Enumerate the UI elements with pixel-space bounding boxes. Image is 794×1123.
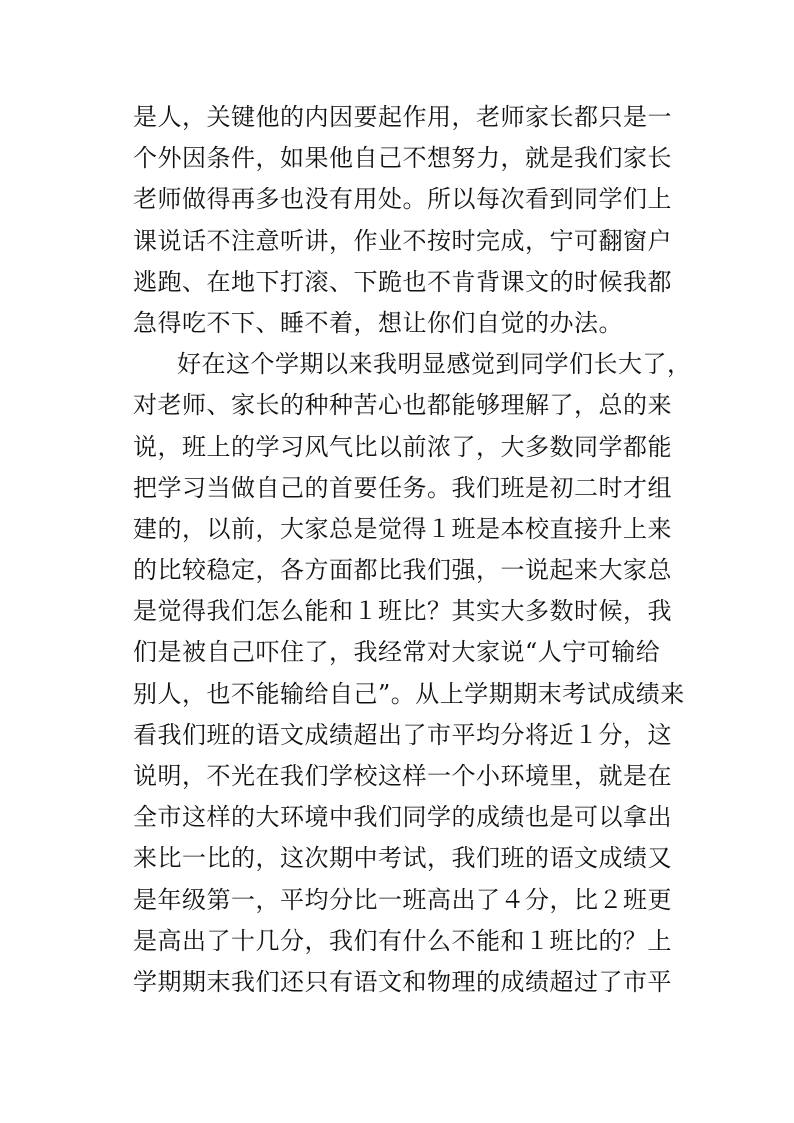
text-line: 看我们班的语文成绩超出了市平均分将近１分，这 <box>133 720 672 749</box>
text-line: 说，班上的学习风气比以前浓了，大多数同学都能 <box>133 432 672 461</box>
text-line: 学期期末我们还只有语文和物理的成绩超过了市平 <box>133 967 672 996</box>
text-line: 说明，不光在我们学校这样一个小环境里，就是在 <box>133 762 672 790</box>
body-text <box>133 97 693 1003</box>
text-line: 建的，以前，大家总是觉得１班是本校直接升上来 <box>133 514 672 543</box>
text-line: 老师做得再多也没有用处。所以每次看到同学们上 <box>133 185 672 214</box>
text-line: 个外因条件，如果他自己不想努力，就是我们家长 <box>133 144 672 173</box>
text-line: 急得吃不下、睡不着，想让你们自觉的办法。 <box>133 308 623 337</box>
text-line: 课说话不注意听讲，作业不按时完成，宁可翻窗户 <box>133 226 672 255</box>
text-line: 们是被自己吓住了，我经常对大家说“人宁可输给 <box>133 638 661 667</box>
text-line: 把学习当做自己的首要任务。我们班是初二时才组 <box>133 473 672 502</box>
text-line: 的比较稳定，各方面都比我们强，一说起来大家总 <box>133 556 672 585</box>
text-line: 对老师、家长的种种苦心也都能够理解了，总的来 <box>133 391 672 420</box>
text-line: 全市这样的大环境中我们同学的成绩也是可以拿出 <box>133 803 672 832</box>
text-line: 是高出了十几分，我们有什么不能和１班比的？上 <box>133 926 672 955</box>
text-line: 逃跑、在地下打滚、下跪也不肯背课文的时候我都 <box>133 267 672 296</box>
text-line: 是年级第一，平均分比一班高出了４分，比２班更 <box>133 885 672 914</box>
text-line: 来比一比的，这次期中考试，我们班的语文成绩又 <box>133 844 672 873</box>
paragraph-start-line: 好在这个学期以来我明显感觉到同学们长大了， <box>177 350 692 379</box>
text-line: 是人，关键他的内因要起作用，老师家长都只是一 <box>133 103 672 131</box>
text-line: 是觉得我们怎么能和１班比？其实大多数时候，我 <box>133 597 672 626</box>
text-line: 别人，也不能输给自己”。从上学期期末考试成绩来 <box>133 679 685 708</box>
